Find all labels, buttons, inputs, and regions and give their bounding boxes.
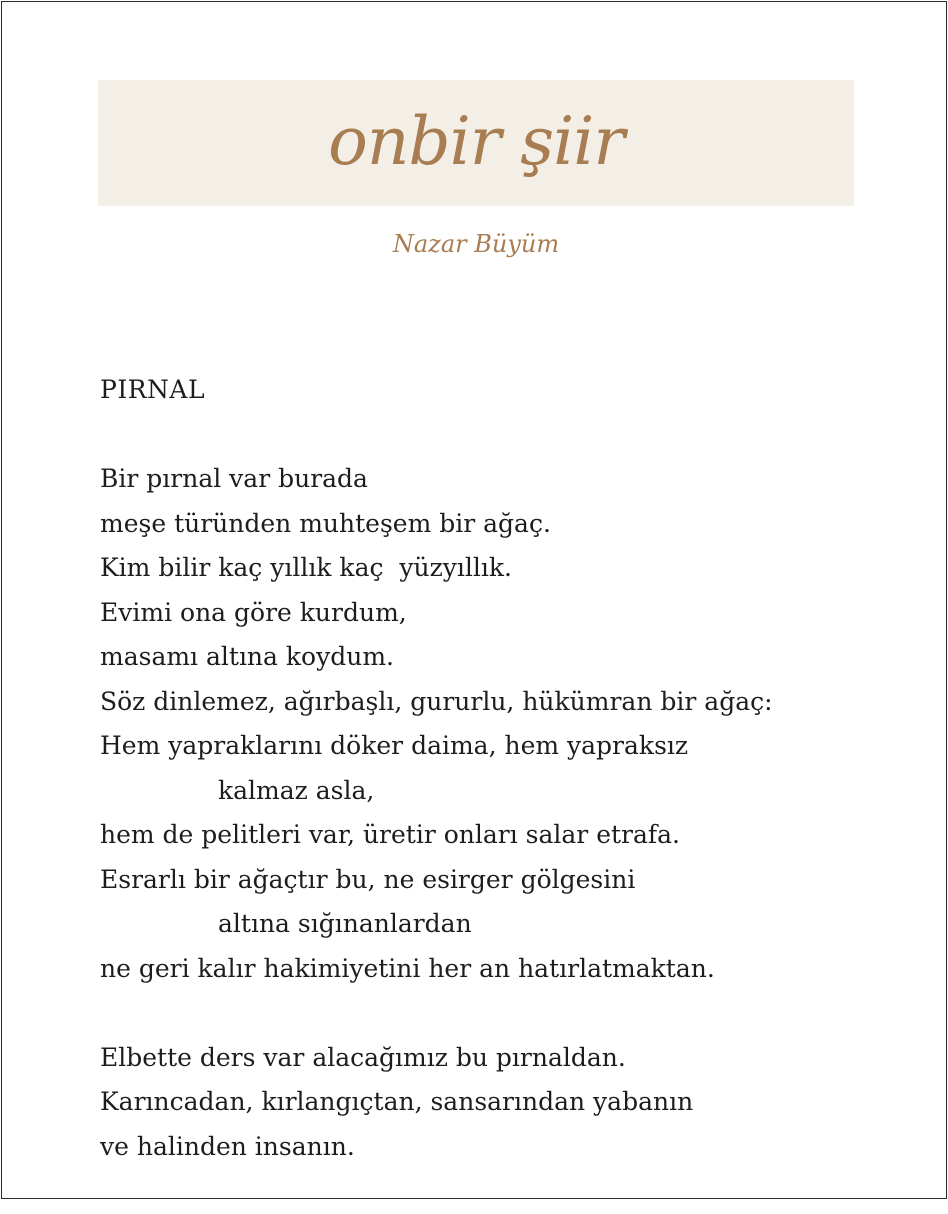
- poem-line: masamı altına koydum.: [100, 642, 394, 671]
- poem-title: PIRNAL: [100, 375, 206, 404]
- poem-line: Bir pırnal var burada: [100, 464, 368, 493]
- poem-line: meşe türünden muhteşem bir ağaç.: [100, 508, 551, 538]
- poem-line: Esrarlı bir ağaçtır bu, ne esirger gölgesini: [100, 864, 636, 894]
- poem-line: ve halinden insanın.: [100, 1131, 355, 1161]
- stanza: [100, 457, 773, 991]
- poem-line: Evimi ona göre kurdum,: [100, 597, 407, 627]
- stanza: [100, 1036, 773, 1170]
- poem-line-continuation: kalmaz asla,: [218, 775, 375, 805]
- poem-line-continuation: altına sığınanlardan: [218, 909, 472, 938]
- poem: [100, 368, 773, 1214]
- book-title: onbir şiir: [328, 102, 624, 180]
- poem-line: Kim bilir kaç yıllık kaç yüzyıllık.: [100, 553, 512, 582]
- poem-line: Elbette ders var alacağımız bu pırnaldan.: [100, 1042, 626, 1072]
- poem-line: Söz dinlemez, ağırbaşlı, gururlu, hükümran bir ağaç:: [100, 686, 773, 716]
- poem-line: hem de pelitleri var, üretir onları salar etrafa.: [100, 820, 681, 849]
- title-band: [98, 80, 854, 206]
- poem-line: Hem yapraklarını döker daima, hem yapraksız: [100, 731, 689, 760]
- poem-line: Karıncadan, kırlangıçtan, sansarından yabanın: [100, 1087, 694, 1116]
- poem-body: [100, 457, 773, 1169]
- poem-line: ne geri kalır hakimiyetini her an hatırlatmaktan.: [100, 953, 715, 983]
- page-frame: [1, 1, 947, 1199]
- author-name: Nazar Büyüm: [392, 230, 560, 258]
